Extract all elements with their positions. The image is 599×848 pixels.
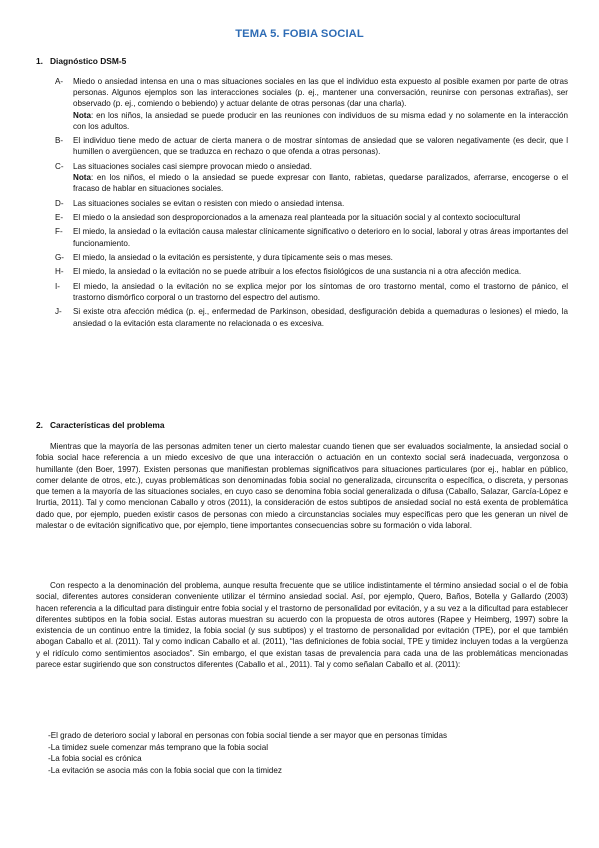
criterion-note — [73, 110, 568, 132]
criterion-text: El miedo, la ansiedad o la evitación no se explica mejor por los síntomas de oro trastorno mental, como el trastorno de pánico, el trastorno dismórfico corporal o un trastorno del espectro del autismo. — [73, 281, 568, 302]
dash-list-item: -La evitación se asocia más con la fobia social que con la timidez — [48, 765, 282, 775]
criterion-text: Las situaciones sociales se evitan o resisten con miedo o ansiedad intensa. — [73, 198, 345, 208]
dsm5-criteria-list — [55, 76, 568, 332]
criterion-letter: D- — [55, 198, 64, 208]
criterion-note — [73, 172, 568, 194]
criterion-item — [55, 161, 568, 195]
criterion-item — [55, 198, 568, 209]
criterion-letter: C- — [55, 161, 64, 171]
criterion-letter: B- — [55, 136, 64, 146]
note-label: Nota — [73, 110, 91, 120]
dash-list-item: -El grado de deterioro social y laboral en personas con fobia social tiende a ser mayor que en personas tímidas — [48, 731, 448, 740]
criterion-text: El miedo, la ansiedad o la evitación no se puede atribuir a los efectos fisiológicos de una sustancia ni a otra afección medica. — [73, 267, 522, 277]
criterion-text: Si existe otra afección médica (p. ej., enfermedad de Parkinson, obesidad, desfiguración debida a quemaduras o lesiones) el miedo, la ansiedad o la evitación esta claramente no relacionada o es excesiva. — [73, 307, 568, 328]
note-label: Nota — [73, 173, 91, 182]
section-1-heading — [36, 56, 126, 66]
document-title: TEMA 5. FOBIA SOCIAL — [235, 28, 364, 40]
section-2-heading — [36, 420, 165, 430]
section-2-title: Características del problema — [50, 420, 165, 430]
dash-list-item: -La fobia social es crónica — [48, 754, 142, 763]
criterion-text: El individuo tiene medo de actuar de cierta manera o de mostrar síntomas de ansiedad que se valoren negativamente (es decir, que l humillen o avergüencen, que se traduzca en rechazo o que ofenda a otras personas). — [73, 136, 568, 157]
note-text: : en los niños, la ansiedad se puede producir en las reuniones con individuos de su misma edad y no solamente en la interacción con los adultos. — [73, 110, 568, 131]
section-1-title: Diagnóstico DSM-5 — [50, 56, 127, 66]
criterion-item — [55, 266, 568, 277]
criterion-letter: F- — [55, 227, 63, 237]
criterion-letter: G- — [55, 252, 64, 262]
section-2-number: 2. — [36, 420, 43, 430]
section-1-number: 1. — [36, 56, 43, 66]
criterion-item — [55, 212, 568, 223]
criterion-letter: J- — [55, 307, 62, 317]
criterion-item — [55, 252, 568, 263]
criterion-item — [55, 226, 568, 248]
criterion-letter: A- — [55, 77, 64, 86]
criterion-letter: H- — [55, 267, 64, 277]
paragraph-2: Con respecto a la denominación del problema, aunque resulta frecuente que se utilice indistintamente el término ansiedad social o el de fobia social, diferentes autores consideran conveniente utilizar el término ansiedad social. Así, por ejemplo, Quero, Baños, Botella y Gallardo (2003) hacen referencia a la dificultad para distinguir entre fobia social y el trastorno de personalidad por evitación, y a su vez a la dificultad para establecer diferentes subtipos en la fobia social. Estas autoras muestran su acuerdo con la propuesta de otros autores (Rapee y Heimberg, 1997) sobre la existencia de un continuo entre la timidez, la fobia social (y sus subtipos) y el trastorno de personalidad por evitación (TPE), por el que también abogan Caballo et al. (2011). Tal y como indican Caballo et al. (2011), “las definiciones de fobia social, TPE y timidez incluyen todas a la vergüenza y el ridículo como sentimientos asociados”. Sin embargo, el que existan tasas de prevalencia para cada una de las problemáticas mencionadas parece estar sugiriendo que son constructos diferentes (Caballo et al., 2011). Tal y como señalan Caballo et al. (2011): — [36, 581, 568, 670]
criterion-item — [55, 76, 568, 132]
dash-list — [48, 730, 447, 776]
note-text: : en los niños, el miedo o la ansiedad se puede expresar con llanto, rabietas, quedarse paralizados, aferrarse, encogerse o el fracaso de hablar en situaciones sociales. — [73, 173, 568, 194]
criterion-text: Miedo o ansiedad intensa en una o mas situaciones sociales en las que el individuo esta expuesto al posible examen por parte de otras personas. Algunos ejemplos son las interacciones sociales (p. ej., mantener una conversación, reunirse con personas extrañas), ser observado (p. ej., comiendo o bebiendo) y actuar delante de otras personas (dar una charla). — [73, 77, 568, 109]
criterion-letter: I- — [55, 281, 60, 291]
criterion-item — [55, 135, 568, 157]
criterion-text: El miedo, la ansiedad o la evitación causa malestar clínicamente significativo o deterioro en lo social, laboral y otras áreas importantes del funcionamiento. — [73, 227, 568, 248]
criterion-text: El miedo o la ansiedad son desproporcionados a la amenaza real planteada por la situación social y al contexto sociocultural — [73, 212, 521, 222]
criterion-item — [55, 281, 568, 303]
criterion-letter: E- — [55, 212, 64, 222]
dash-list-item: -La timidez suele comenzar más temprano que la fobia social — [48, 742, 268, 752]
paragraph-1: Mientras que la mayoría de las personas admiten tener un cierto malestar cuando tienen que ser evaluados socialmente, la ansiedad social o fobia social hace referencia a un miedo excesivo de que una interacción o actuación en un contexto social será inadecuada, vergonzosa o humillante (den Boer, 1997). Existen personas que manifiestan problemas significativos para situaciones particulares (por ej., hablar en público, comer delante de otros, etc.), cuyas problemáticas son denominadas fobia social no generalizada, circunscrita o específica, o discreta, y personas que temen a la mayoría de las situaciones sociales, en cuyo caso se denomina fobia social generalizada o difusa (Caballo, Salazar, García-López e Irurtia, 2011). Tal y como mencionan Caballo y otros (2011), la consideración de estos subtipos de ansiedad social no está exenta de problemática dado que, por ejemplo, pueden existir casos de personas con miedo a circunstancias sociales muy específicas pero que les generan un nivel de malestar o de evitación significativo que, por ejemplo, tiene importantes consecuencias sobre su formación o vida laboral. — [36, 442, 568, 531]
criterion-item — [55, 306, 568, 328]
criterion-text: Las situaciones sociales casi siempre provocan miedo o ansiedad. — [73, 161, 312, 171]
criterion-text: El miedo, la ansiedad o la evitación es persistente, y dura típicamente seis o mas meses. — [73, 252, 393, 262]
